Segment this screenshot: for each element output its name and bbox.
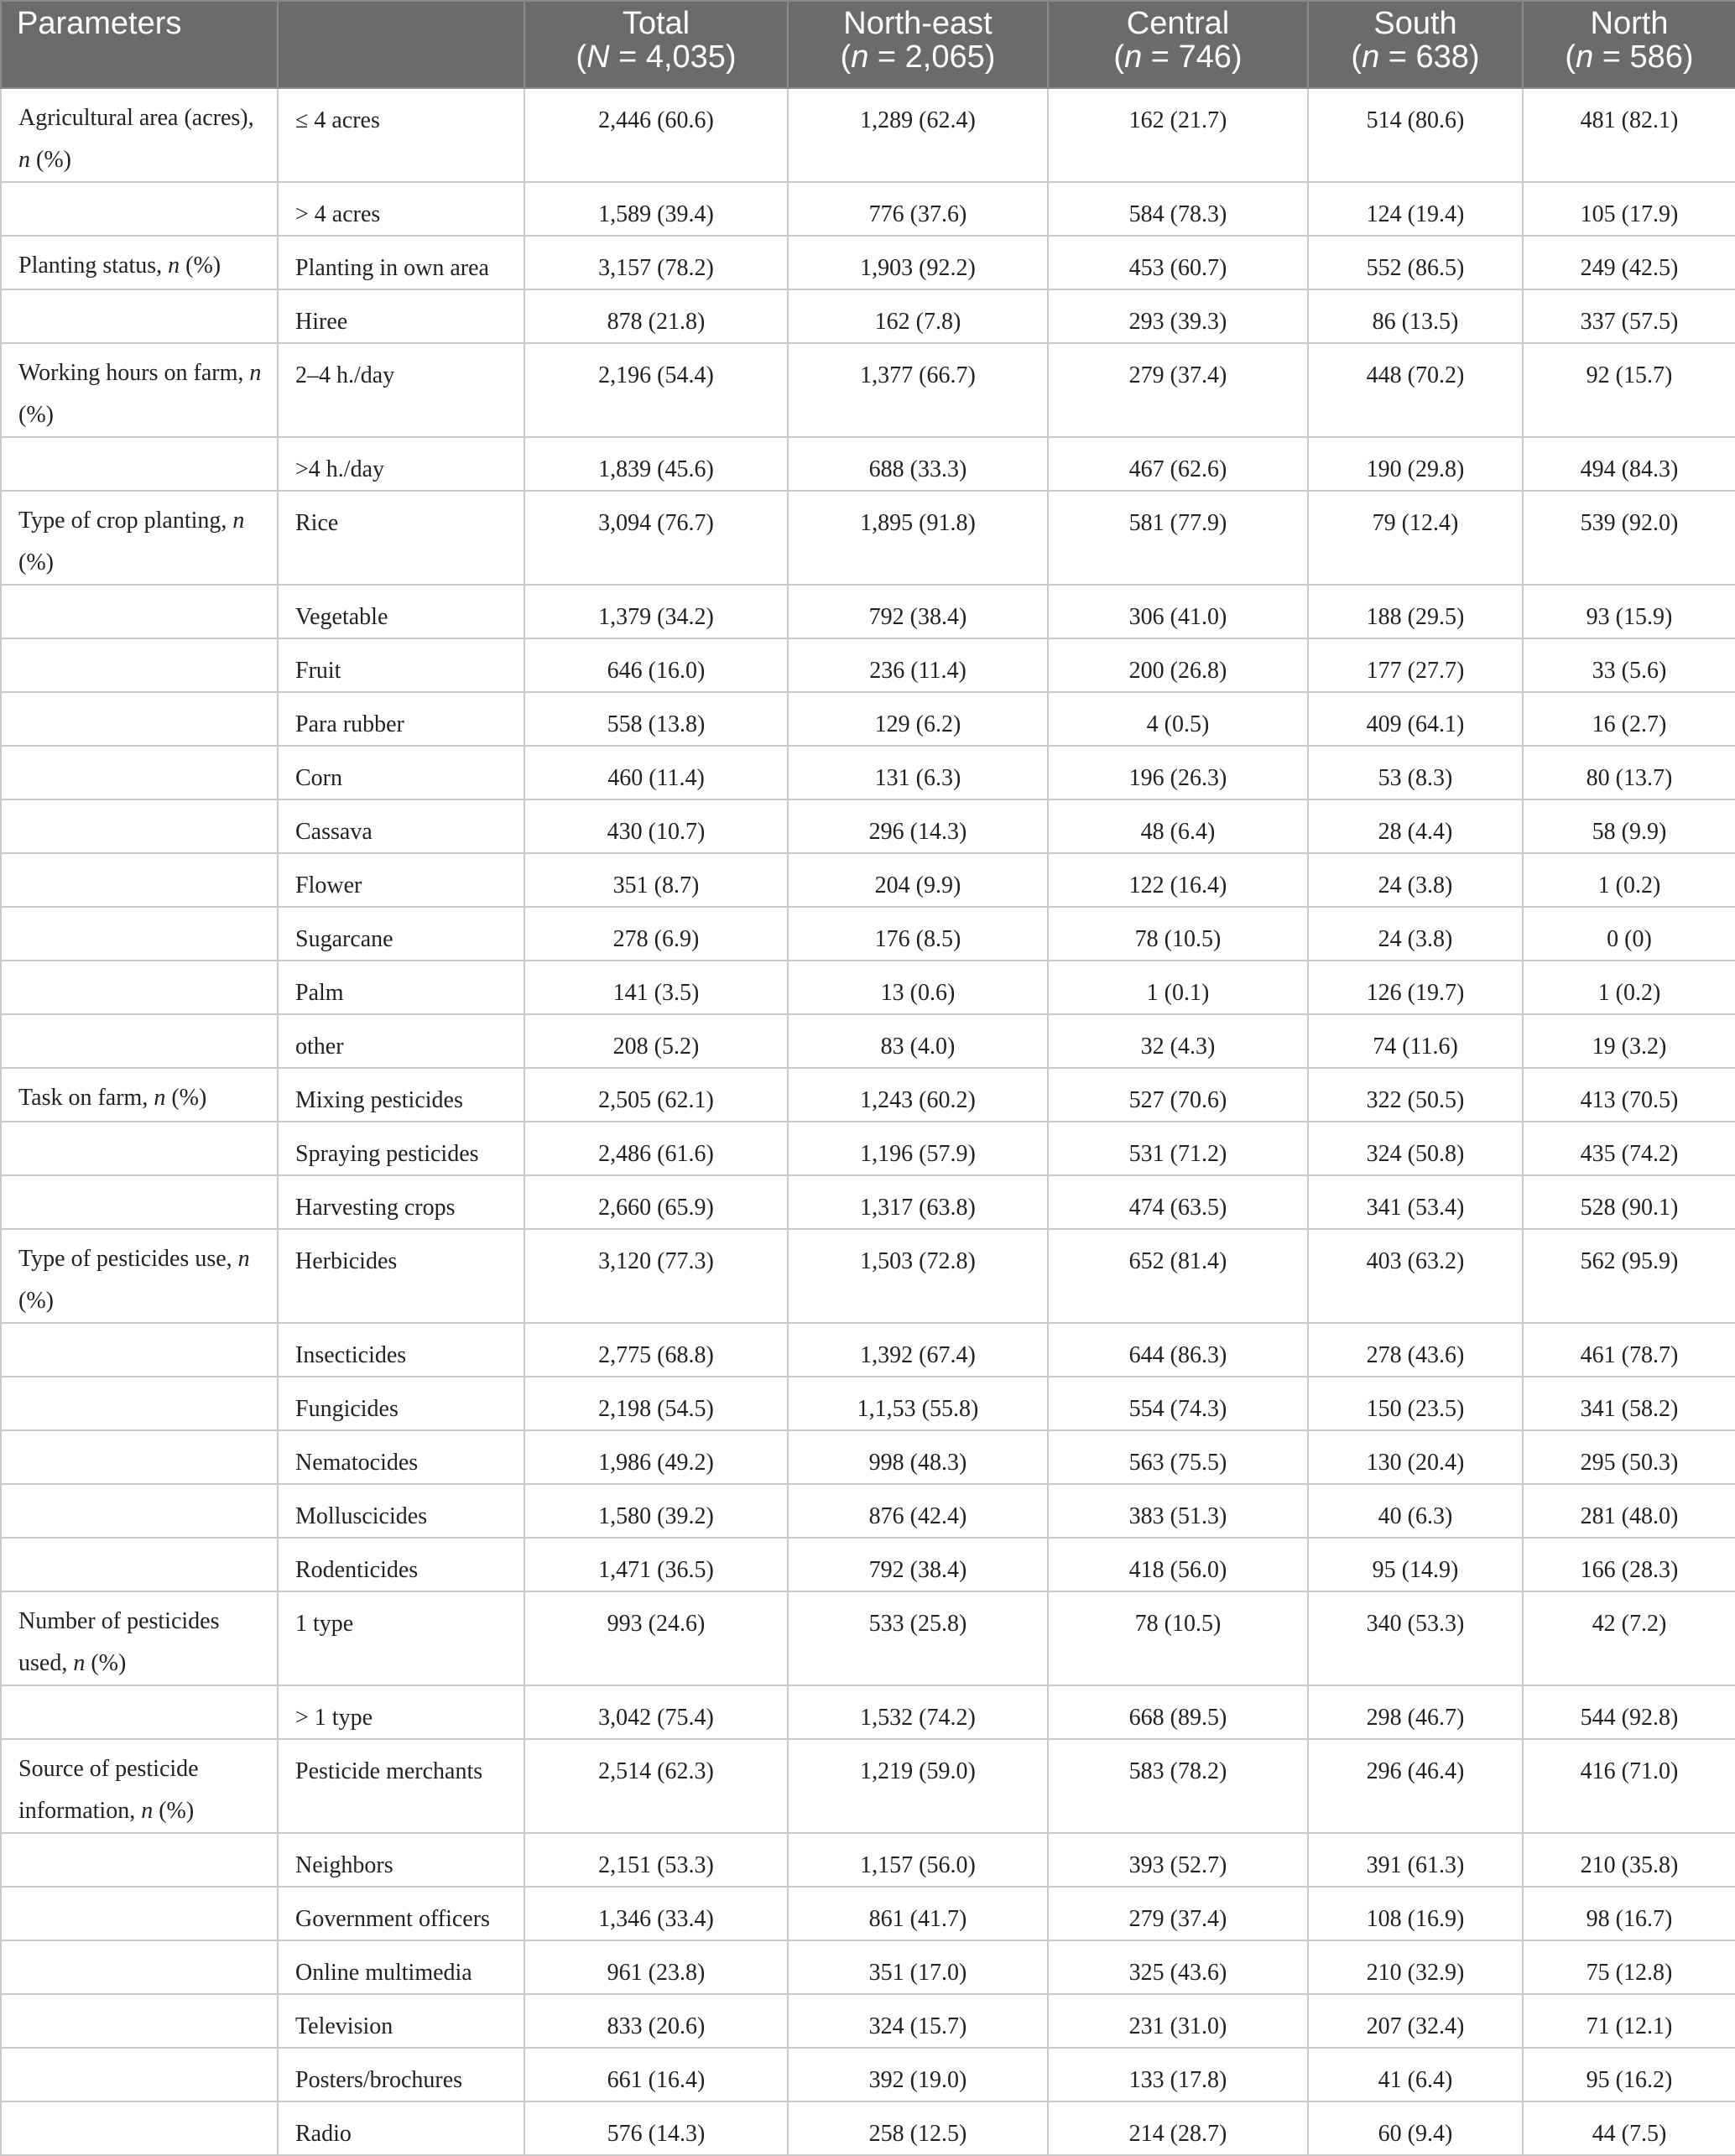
value-total: 833 (20.6) — [524, 1994, 788, 2048]
value-total: 878 (21.8) — [524, 289, 788, 343]
value-north: 71 (12.1) — [1523, 1994, 1735, 2048]
category-cell: Mixing pesticides — [278, 1068, 524, 1122]
parameter-cell — [1, 1887, 278, 1940]
value-south: 126 (19.7) — [1308, 961, 1523, 1014]
table-row — [1, 1014, 1735, 1068]
category-cell: other — [278, 1014, 524, 1068]
value-south: 322 (50.5) — [1308, 1068, 1523, 1122]
table-row — [1, 1591, 1735, 1685]
value-central: 133 (17.8) — [1048, 2048, 1308, 2101]
value-north-east: 296 (14.3) — [788, 799, 1048, 853]
parameter-cell — [1, 1833, 278, 1887]
value-north: 42 (7.2) — [1523, 1591, 1735, 1685]
value-south: 296 (46.4) — [1308, 1739, 1523, 1833]
value-north: 166 (28.3) — [1523, 1538, 1735, 1591]
category-cell: Sugarcane — [278, 907, 524, 961]
value-central: 527 (70.6) — [1048, 1068, 1308, 1122]
value-north: 19 (3.2) — [1523, 1014, 1735, 1068]
value-north: 210 (35.8) — [1523, 1833, 1735, 1887]
value-north-east: 1,289 (62.4) — [788, 88, 1048, 182]
parameter-unit: n (%) — [168, 253, 221, 279]
value-south: 130 (20.4) — [1308, 1430, 1523, 1484]
parameter-cell — [1, 1175, 278, 1229]
parameter-cell — [1, 1685, 278, 1739]
category-cell: 1 type — [278, 1591, 524, 1685]
category-cell: > 1 type — [278, 1685, 524, 1739]
parameter-unit: n (%) — [18, 360, 262, 428]
value-central: 122 (16.4) — [1048, 853, 1308, 907]
value-north: 58 (9.9) — [1523, 799, 1735, 853]
value-total: 430 (10.7) — [524, 799, 788, 853]
value-total: 2,446 (60.6) — [524, 88, 788, 182]
value-north: 416 (71.0) — [1523, 1739, 1735, 1833]
table-row — [1, 2048, 1735, 2101]
value-total: 646 (16.0) — [524, 638, 788, 692]
table-body — [1, 88, 1735, 2155]
table-row — [1, 1068, 1735, 1122]
value-north: 295 (50.3) — [1523, 1430, 1735, 1484]
value-central: 1 (0.1) — [1048, 961, 1308, 1014]
value-total: 2,660 (65.9) — [524, 1175, 788, 1229]
value-north-east: 776 (37.6) — [788, 182, 1048, 236]
value-total: 661 (16.4) — [524, 2048, 788, 2101]
category-cell: >4 h./day — [278, 437, 524, 491]
parameter-cell — [1, 437, 278, 491]
value-north: 494 (84.3) — [1523, 437, 1735, 491]
value-north: 33 (5.6) — [1523, 638, 1735, 692]
value-north: 337 (57.5) — [1523, 289, 1735, 343]
category-cell: Palm — [278, 961, 524, 1014]
value-north-east: 533 (25.8) — [788, 1591, 1048, 1685]
category-cell: Government officers — [278, 1887, 524, 1940]
parameter-label: Planting status, — [18, 253, 169, 279]
table-row — [1, 1833, 1735, 1887]
parameter-unit: n (%) — [18, 1246, 250, 1314]
parameter-cell — [1, 1994, 278, 2048]
value-north-east: 1,196 (57.9) — [788, 1122, 1048, 1175]
value-south: 340 (53.3) — [1308, 1591, 1523, 1685]
value-south: 391 (61.3) — [1308, 1833, 1523, 1887]
value-north: 95 (16.2) — [1523, 2048, 1735, 2101]
value-south: 41 (6.4) — [1308, 2048, 1523, 2101]
value-north-east: 351 (17.0) — [788, 1940, 1048, 1994]
value-total: 2,151 (53.3) — [524, 1833, 788, 1887]
table-row — [1, 1377, 1735, 1430]
value-central: 231 (31.0) — [1048, 1994, 1308, 2048]
category-cell: Cassava — [278, 799, 524, 853]
value-north: 44 (7.5) — [1523, 2101, 1735, 2155]
parameter-unit: n (%) — [73, 1650, 127, 1676]
value-south: 341 (53.4) — [1308, 1175, 1523, 1229]
value-total: 278 (6.9) — [524, 907, 788, 961]
table-row — [1, 1484, 1735, 1538]
value-central: 652 (81.4) — [1048, 1229, 1308, 1323]
table-row — [1, 1175, 1735, 1229]
value-north-east: 131 (6.3) — [788, 746, 1048, 799]
parameter-label: Working hours on farm, — [18, 360, 250, 386]
table-row — [1, 1739, 1735, 1833]
value-total: 3,157 (78.2) — [524, 236, 788, 289]
parameter-cell — [1, 692, 278, 746]
value-total: 351 (8.7) — [524, 853, 788, 907]
table-row — [1, 1538, 1735, 1591]
value-south: 298 (46.7) — [1308, 1685, 1523, 1739]
value-north-east: 1,392 (67.4) — [788, 1323, 1048, 1377]
parameter-cell — [1, 491, 278, 585]
parameter-cell — [1, 1377, 278, 1430]
value-south: 60 (9.4) — [1308, 2101, 1523, 2155]
table-row — [1, 88, 1735, 182]
value-total: 2,505 (62.1) — [524, 1068, 788, 1122]
value-north-east: 13 (0.6) — [788, 961, 1048, 1014]
category-cell: Molluscicides — [278, 1484, 524, 1538]
value-south: 95 (14.9) — [1308, 1538, 1523, 1591]
value-south: 79 (12.4) — [1308, 491, 1523, 585]
table-row — [1, 2101, 1735, 2155]
parameter-cell — [1, 1229, 278, 1323]
header-north-east: North-east (n = 2,065) — [788, 1, 1048, 88]
value-total: 3,120 (77.3) — [524, 1229, 788, 1323]
category-cell: Fungicides — [278, 1377, 524, 1430]
parameter-cell — [1, 961, 278, 1014]
parameter-cell — [1, 2101, 278, 2155]
value-total: 208 (5.2) — [524, 1014, 788, 1068]
value-north: 1 (0.2) — [1523, 961, 1735, 1014]
parameter-cell — [1, 638, 278, 692]
value-north-east: 129 (6.2) — [788, 692, 1048, 746]
value-north: 562 (95.9) — [1523, 1229, 1735, 1323]
category-cell: > 4 acres — [278, 182, 524, 236]
value-central: 583 (78.2) — [1048, 1739, 1308, 1833]
parameter-unit: n (%) — [18, 508, 245, 575]
value-central: 383 (51.3) — [1048, 1484, 1308, 1538]
value-south: 24 (3.8) — [1308, 853, 1523, 907]
value-south: 514 (80.6) — [1308, 88, 1523, 182]
value-total: 2,198 (54.5) — [524, 1377, 788, 1430]
value-central: 200 (26.8) — [1048, 638, 1308, 692]
parameter-unit: n (%) — [18, 147, 71, 173]
value-north: 105 (17.9) — [1523, 182, 1735, 236]
value-north-east: 861 (41.7) — [788, 1887, 1048, 1940]
category-cell: Planting in own area — [278, 236, 524, 289]
table-row — [1, 907, 1735, 961]
value-south: 190 (29.8) — [1308, 437, 1523, 491]
value-south: 28 (4.4) — [1308, 799, 1523, 853]
value-north: 461 (78.7) — [1523, 1323, 1735, 1377]
value-central: 78 (10.5) — [1048, 907, 1308, 961]
value-north-east: 998 (48.3) — [788, 1430, 1048, 1484]
value-south: 188 (29.5) — [1308, 585, 1523, 638]
value-central: 279 (37.4) — [1048, 343, 1308, 437]
value-south: 210 (32.9) — [1308, 1940, 1523, 1994]
parameter-cell — [1, 585, 278, 638]
category-cell: Para rubber — [278, 692, 524, 746]
parameter-label: Type of crop planting, — [18, 508, 233, 534]
value-total: 1,471 (36.5) — [524, 1538, 788, 1591]
value-north: 435 (74.2) — [1523, 1122, 1735, 1175]
value-south: 74 (11.6) — [1308, 1014, 1523, 1068]
category-cell: Online multimedia — [278, 1940, 524, 1994]
value-north-east: 792 (38.4) — [788, 585, 1048, 638]
table-row — [1, 1940, 1735, 1994]
value-total: 2,775 (68.8) — [524, 1323, 788, 1377]
value-north: 16 (2.7) — [1523, 692, 1735, 746]
value-central: 32 (4.3) — [1048, 1014, 1308, 1068]
value-total: 1,986 (49.2) — [524, 1430, 788, 1484]
table-row — [1, 1994, 1735, 2048]
value-north: 98 (16.7) — [1523, 1887, 1735, 1940]
value-north: 80 (13.7) — [1523, 746, 1735, 799]
value-south: 86 (13.5) — [1308, 289, 1523, 343]
category-cell: Insecticides — [278, 1323, 524, 1377]
value-south: 324 (50.8) — [1308, 1122, 1523, 1175]
value-central: 418 (56.0) — [1048, 1538, 1308, 1591]
value-north-east: 258 (12.5) — [788, 2101, 1048, 2155]
value-north: 0 (0) — [1523, 907, 1735, 961]
category-cell: Neighbors — [278, 1833, 524, 1887]
value-north-east: 83 (4.0) — [788, 1014, 1048, 1068]
value-central: 584 (78.3) — [1048, 182, 1308, 236]
category-cell: Fruit — [278, 638, 524, 692]
table-row — [1, 1229, 1735, 1323]
value-south: 53 (8.3) — [1308, 746, 1523, 799]
value-total: 3,042 (75.4) — [524, 1685, 788, 1739]
value-total: 576 (14.3) — [524, 2101, 788, 2155]
value-north-east: 324 (15.7) — [788, 1994, 1048, 2048]
category-cell: 2–4 h./day — [278, 343, 524, 437]
category-cell: Posters/brochures — [278, 2048, 524, 2101]
table-row — [1, 1122, 1735, 1175]
parameter-cell — [1, 88, 278, 182]
category-cell: Hiree — [278, 289, 524, 343]
parameter-cell — [1, 1739, 278, 1833]
value-north-east: 236 (11.4) — [788, 638, 1048, 692]
category-cell: Corn — [278, 746, 524, 799]
category-cell: Rodenticides — [278, 1538, 524, 1591]
value-total: 2,196 (54.4) — [524, 343, 788, 437]
parameter-cell — [1, 182, 278, 236]
table-row — [1, 585, 1735, 638]
value-central: 393 (52.7) — [1048, 1833, 1308, 1887]
value-central: 214 (28.7) — [1048, 2101, 1308, 2155]
table-row — [1, 1887, 1735, 1940]
table-row — [1, 343, 1735, 437]
header-central: Central (n = 746) — [1048, 1, 1308, 88]
value-central: 563 (75.5) — [1048, 1430, 1308, 1484]
value-total: 558 (13.8) — [524, 692, 788, 746]
value-total: 1,839 (45.6) — [524, 437, 788, 491]
value-north-east: 1,503 (72.8) — [788, 1229, 1048, 1323]
category-cell: Vegetable — [278, 585, 524, 638]
table-row — [1, 491, 1735, 585]
category-cell: Spraying pesticides — [278, 1122, 524, 1175]
value-south: 150 (23.5) — [1308, 1377, 1523, 1430]
table-row — [1, 1685, 1735, 1739]
category-cell: Herbicides — [278, 1229, 524, 1323]
header-south: South (n = 638) — [1308, 1, 1523, 88]
parameter-unit: n (%) — [141, 1798, 195, 1824]
value-north-east: 162 (7.8) — [788, 289, 1048, 343]
table-row — [1, 182, 1735, 236]
value-central: 306 (41.0) — [1048, 585, 1308, 638]
value-total: 1,346 (33.4) — [524, 1887, 788, 1940]
value-south: 552 (86.5) — [1308, 236, 1523, 289]
value-north: 281 (48.0) — [1523, 1484, 1735, 1538]
value-north-east: 392 (19.0) — [788, 2048, 1048, 2101]
value-north-east: 1,243 (60.2) — [788, 1068, 1048, 1122]
value-total: 993 (24.6) — [524, 1591, 788, 1685]
parameter-cell — [1, 1940, 278, 1994]
value-central: 467 (62.6) — [1048, 437, 1308, 491]
header-north: North (n = 586) — [1523, 1, 1735, 88]
value-total: 1,379 (34.2) — [524, 585, 788, 638]
value-total: 460 (11.4) — [524, 746, 788, 799]
table-row — [1, 961, 1735, 1014]
table-row — [1, 799, 1735, 853]
value-south: 409 (64.1) — [1308, 692, 1523, 746]
category-cell: Radio — [278, 2101, 524, 2155]
value-north-east: 1,157 (56.0) — [788, 1833, 1048, 1887]
parameter-label: Task on farm, — [18, 1085, 154, 1111]
value-north: 75 (12.8) — [1523, 1940, 1735, 1994]
category-cell: Television — [278, 1994, 524, 2048]
value-north-east: 792 (38.4) — [788, 1538, 1048, 1591]
value-central: 293 (39.3) — [1048, 289, 1308, 343]
value-central: 162 (21.7) — [1048, 88, 1308, 182]
value-total: 3,094 (76.7) — [524, 491, 788, 585]
parameter-cell — [1, 799, 278, 853]
value-north-east: 176 (8.5) — [788, 907, 1048, 961]
parameter-label: Number of pesticides used, — [18, 1608, 220, 1676]
value-central: 78 (10.5) — [1048, 1591, 1308, 1685]
value-north-east: 1,219 (59.0) — [788, 1739, 1048, 1833]
value-south: 40 (6.3) — [1308, 1484, 1523, 1538]
value-south: 177 (27.7) — [1308, 638, 1523, 692]
value-north: 528 (90.1) — [1523, 1175, 1735, 1229]
value-south: 108 (16.9) — [1308, 1887, 1523, 1940]
header-total: Total (N = 4,035) — [524, 1, 788, 88]
value-total: 2,514 (62.3) — [524, 1739, 788, 1833]
value-north-east: 1,317 (63.8) — [788, 1175, 1048, 1229]
table-row — [1, 236, 1735, 289]
category-cell: Flower — [278, 853, 524, 907]
value-total: 141 (3.5) — [524, 961, 788, 1014]
parameter-cell — [1, 236, 278, 289]
parameter-cell — [1, 1014, 278, 1068]
value-north: 1 (0.2) — [1523, 853, 1735, 907]
table-header — [1, 1, 1735, 88]
value-central: 474 (63.5) — [1048, 1175, 1308, 1229]
value-north-east: 1,903 (92.2) — [788, 236, 1048, 289]
header-row — [1, 1, 1735, 88]
value-north: 413 (70.5) — [1523, 1068, 1735, 1122]
value-central: 668 (89.5) — [1048, 1685, 1308, 1739]
parameter-label: Source of pesticide information, — [18, 1756, 199, 1824]
category-cell: Harvesting crops — [278, 1175, 524, 1229]
value-central: 48 (6.4) — [1048, 799, 1308, 853]
value-total: 1,589 (39.4) — [524, 182, 788, 236]
table-row — [1, 638, 1735, 692]
value-central: 279 (37.4) — [1048, 1887, 1308, 1940]
parameter-cell — [1, 1484, 278, 1538]
value-north: 249 (42.5) — [1523, 236, 1735, 289]
value-north-east: 1,895 (91.8) — [788, 491, 1048, 585]
value-central: 196 (26.3) — [1048, 746, 1308, 799]
parameter-cell — [1, 1068, 278, 1122]
table-row — [1, 1430, 1735, 1484]
parameter-cell — [1, 907, 278, 961]
value-south: 124 (19.4) — [1308, 182, 1523, 236]
category-cell: Nematocides — [278, 1430, 524, 1484]
value-central: 644 (86.3) — [1048, 1323, 1308, 1377]
parameter-cell — [1, 1122, 278, 1175]
value-south: 24 (3.8) — [1308, 907, 1523, 961]
value-central: 453 (60.7) — [1048, 236, 1308, 289]
value-north: 544 (92.8) — [1523, 1685, 1735, 1739]
parameter-cell — [1, 289, 278, 343]
parameter-cell — [1, 853, 278, 907]
parameter-label: Type of pesticides use, — [18, 1246, 238, 1272]
value-north: 341 (58.2) — [1523, 1377, 1735, 1430]
category-cell: Pesticide merchants — [278, 1739, 524, 1833]
value-north-east: 1,377 (66.7) — [788, 343, 1048, 437]
category-cell: ≤ 4 acres — [278, 88, 524, 182]
parameter-cell — [1, 1591, 278, 1685]
table-row — [1, 746, 1735, 799]
value-total: 961 (23.8) — [524, 1940, 788, 1994]
value-north: 92 (15.7) — [1523, 343, 1735, 437]
value-north: 93 (15.9) — [1523, 585, 1735, 638]
value-north: 539 (92.0) — [1523, 491, 1735, 585]
parameter-cell — [1, 1323, 278, 1377]
parameter-unit: n (%) — [154, 1085, 207, 1111]
parameter-label: Agricultural area (acres), — [18, 105, 254, 131]
value-central: 581 (77.9) — [1048, 491, 1308, 585]
header-parameters: Parameters — [1, 1, 278, 88]
table-row — [1, 853, 1735, 907]
value-south: 278 (43.6) — [1308, 1323, 1523, 1377]
table-row — [1, 289, 1735, 343]
table-row — [1, 692, 1735, 746]
value-total: 1,580 (39.2) — [524, 1484, 788, 1538]
parameter-cell — [1, 1538, 278, 1591]
value-central: 325 (43.6) — [1048, 1940, 1308, 1994]
value-north-east: 688 (33.3) — [788, 437, 1048, 491]
value-north-east: 876 (42.4) — [788, 1484, 1048, 1538]
value-north-east: 1,532 (74.2) — [788, 1685, 1048, 1739]
parameter-cell — [1, 2048, 278, 2101]
value-total: 2,486 (61.6) — [524, 1122, 788, 1175]
value-south: 403 (63.2) — [1308, 1229, 1523, 1323]
parameter-cell — [1, 1430, 278, 1484]
value-north-east: 204 (9.9) — [788, 853, 1048, 907]
value-north: 481 (82.1) — [1523, 88, 1735, 182]
value-north-east: 1,1,53 (55.8) — [788, 1377, 1048, 1430]
table-row — [1, 1323, 1735, 1377]
value-central: 4 (0.5) — [1048, 692, 1308, 746]
parameter-cell — [1, 746, 278, 799]
value-central: 554 (74.3) — [1048, 1377, 1308, 1430]
table-row — [1, 437, 1735, 491]
header-subparameter — [278, 1, 524, 88]
value-central: 531 (71.2) — [1048, 1122, 1308, 1175]
parameter-cell — [1, 343, 278, 437]
category-cell: Rice — [278, 491, 524, 585]
value-south: 207 (32.4) — [1308, 1994, 1523, 2048]
value-south: 448 (70.2) — [1308, 343, 1523, 437]
